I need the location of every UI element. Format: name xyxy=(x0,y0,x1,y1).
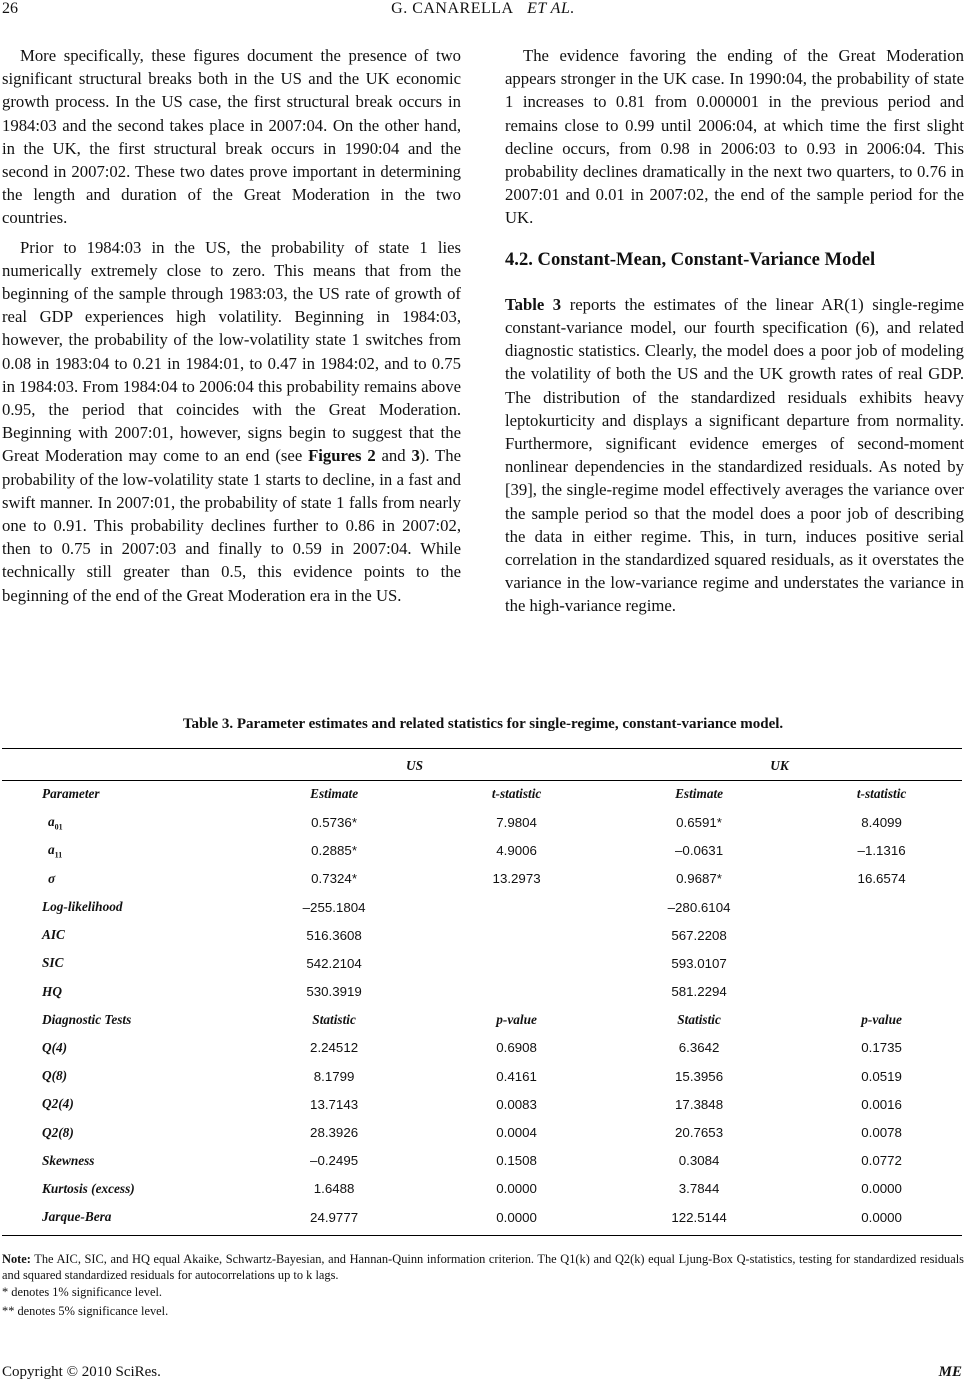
empty-cell xyxy=(436,893,597,921)
parameter-row xyxy=(2,865,962,893)
right-paragraph-2 xyxy=(505,293,964,618)
row-label: Log-likelihood xyxy=(42,899,123,915)
copyright: Copyright © 2010 SciRes. xyxy=(2,1364,161,1380)
parameter-symbol xyxy=(2,808,232,836)
parameter-header-row xyxy=(2,780,962,808)
diagnostic-row xyxy=(2,1175,962,1203)
table-3-ref: Table 3 xyxy=(505,294,562,314)
left-paragraph-2-and: and xyxy=(375,446,412,466)
results-table-body xyxy=(2,752,962,1231)
table-cell: 17.3848 xyxy=(675,1096,724,1112)
table-cell: 6.3642 xyxy=(678,1040,720,1056)
table-cell: 3.7844 xyxy=(678,1181,720,1197)
table-cell: 567.2208 xyxy=(671,927,727,943)
table-cell: 8.1799 xyxy=(313,1068,355,1084)
table-cell: –255.1804 xyxy=(302,899,366,915)
row-label: Q2(4) xyxy=(42,1096,74,1112)
running-header xyxy=(0,0,966,18)
table-cell: 581.2294 xyxy=(671,984,727,1000)
diagnostic-row xyxy=(2,1203,962,1231)
table-cell: 16.6574 xyxy=(857,871,906,887)
table-cell: 0.0004 xyxy=(496,1125,537,1141)
table-cell: 0.0000 xyxy=(861,1209,902,1225)
row-label: AIC xyxy=(42,927,65,943)
table-cell: –0.2495 xyxy=(310,1153,359,1169)
journal-abbrev: ME xyxy=(938,1364,962,1380)
table-top-rule xyxy=(2,748,962,749)
table-cell: 0.7324* xyxy=(311,871,358,887)
column-header: Diagnostic Tests xyxy=(42,1011,132,1027)
row-label: Q(8) xyxy=(42,1068,68,1084)
table-cell: 15.3956 xyxy=(675,1068,724,1084)
table-caption: Table 3. Parameter estimates and related statistics for single-regime, constant-variance model. xyxy=(182,716,784,732)
table-cell: 593.0107 xyxy=(671,955,727,971)
right-paragraph-1: The evidence favoring the ending of the Great Moderation appears stronger in the UK case. In 1990:04, the probability of state 1 increases to 0.81 from 0.000001 in the previous period and remains close to 0.99 until 2006:04, at which time the first slight decline occurs, from 0.98 in 2006:03 to 0.93 in 2006:04. This probability declines dramatically in the next two quarters, to 0.76 in 2007:01 and 0.01 in 2007:02, the end of the sample period for the UK. xyxy=(505,46,964,228)
table-cell: 516.3608 xyxy=(306,927,362,943)
table-cell: 13.7143 xyxy=(310,1096,359,1112)
row-label: Jarque-Bera xyxy=(42,1209,112,1225)
left-paragraph-2-text-b: ). The probability of the low-volatility state 1 starts to decline, in a fast and swift manner. In 2007:01, the probability of state 1 falls from nearly one to 0.91. This probability declines further to 0.86 in 2007:02, then to 0.75 in 2007:03 and finally to 0.59 in 2007:04. While technically still greater than 0.5, this evidence points to the beginning of the end of the Great Moderation era in the US. xyxy=(2,446,461,605)
column-header: p-value xyxy=(861,1011,902,1027)
table-cell: 0.6591* xyxy=(676,814,722,830)
parameter-symbol-main: σ xyxy=(48,870,56,886)
table-cell: 542.2104 xyxy=(306,955,362,971)
table-cell: 13.2973 xyxy=(492,871,541,887)
empty-cell xyxy=(801,893,962,921)
table-cell: 20.7653 xyxy=(675,1125,724,1141)
table-cell: 0.2885* xyxy=(311,843,358,859)
note-label: Note: xyxy=(2,1252,31,1266)
left-paragraph-2-text-a: Prior to 1984:03 in the US, the probability of state 1 lies numerically extremely close to zero. This means that from the beginning of the sample through 1983:03, the US rate of growth of real GDP experiences high volatility. Beginning in 1984:03, however, the probability of the low-volatility state 1 switches from 0.08 in 1983:04 to 0.21 in 1984:01, to 0.47 in 1984:02, and to 0.75 in 1984:03. From 1984:04 to 2006:04 this probability remains above 0.95, the period that coincides with the Great Moderation. Beginning with 2007:01, however, signs begin to suggest that the Great Moderation may come to an end (see xyxy=(2,237,461,466)
parameter-subscript: 11 xyxy=(54,850,63,860)
table-cell: –280.6104 xyxy=(667,899,731,915)
table-cell: 0.5736* xyxy=(311,814,358,830)
left-paragraph-1: More specifically, these figures document the presence of two significant structural breaks both in the US and the UK economic growth process. In the US case, the first structural break occurs in 1984:03 and the second takes place in 2007:04. On the other hand, in the UK, the first structural break occurs in 1990:04 and the second in 2007:02. These two dates prove important in determining the length and duration of the Great Moderation in the two countries. xyxy=(2,46,461,228)
table-cell: 7.9804 xyxy=(496,814,537,830)
empty-cell xyxy=(436,921,597,949)
info-criterion-row xyxy=(2,893,962,921)
table-cell: 0.1735 xyxy=(861,1040,902,1056)
diagnostic-row xyxy=(2,1147,962,1175)
left-column xyxy=(2,44,461,613)
column-header: Estimate xyxy=(675,786,724,802)
table-cell: 28.3926 xyxy=(310,1125,359,1141)
column-header: Statistic xyxy=(312,1011,356,1027)
figures-2-ref: Figures 2 xyxy=(308,446,376,466)
info-criterion-row xyxy=(2,978,962,1006)
diagnostic-row xyxy=(2,1062,962,1090)
table-cell: –0.0631 xyxy=(675,843,724,859)
column-header: Statistic xyxy=(677,1011,721,1027)
header-author: G. CANARELLA xyxy=(391,0,514,17)
table-bottom-rule xyxy=(2,1235,962,1236)
table-cell: 0.4161 xyxy=(496,1068,537,1084)
info-criterion-row xyxy=(2,949,962,977)
table-note xyxy=(2,1251,964,1283)
empty-cell xyxy=(436,949,597,977)
parameter-symbol xyxy=(2,865,232,893)
table-cell: 530.3919 xyxy=(306,984,362,1000)
empty-cell xyxy=(801,949,962,977)
empty-cell xyxy=(436,978,597,1006)
table-cell: 2.24512 xyxy=(310,1040,359,1056)
note-star1: * denotes 1% significance level. xyxy=(2,1285,162,1299)
group-us: US xyxy=(405,758,423,774)
table-cell: 0.0000 xyxy=(496,1181,537,1197)
parameter-symbol-main: a xyxy=(48,813,55,829)
row-label: Q2(8) xyxy=(42,1124,74,1140)
table-cell: 8.4099 xyxy=(861,814,902,830)
column-header: p-value xyxy=(496,1011,537,1027)
parameter-row xyxy=(2,837,962,865)
diagnostic-header-row xyxy=(2,1006,962,1034)
row-label: Kurtosis (excess) xyxy=(42,1180,135,1196)
page-number: 26 xyxy=(2,0,18,17)
table-cell: 0.0772 xyxy=(861,1153,902,1169)
empty-cell xyxy=(2,752,232,780)
row-label: Skewness xyxy=(42,1152,95,1168)
row-label: HQ xyxy=(42,983,62,999)
section-heading: 4.2. Constant-Mean, Constant-Variance Model xyxy=(505,248,876,270)
table-cell: 122.5144 xyxy=(671,1209,727,1225)
table-cell: 0.0016 xyxy=(861,1096,902,1112)
diagnostic-row xyxy=(2,1118,962,1146)
table-cell: 1.6488 xyxy=(313,1181,355,1197)
note-text: The AIC, SIC, and HQ equal Akaike, Schwartz-Bayesian, and Hannan-Quinn information criterion. The Q1(k) and Q2(k) equal Ljung-Box Q-statistics, testing for standardized residuals and squared standardized residuals for autocorrelations up to k lags. xyxy=(2,1252,964,1282)
column-header: Estimate xyxy=(310,786,359,802)
empty-cell xyxy=(801,921,962,949)
empty-cell xyxy=(801,978,962,1006)
group-uk: UK xyxy=(770,758,789,774)
table-cell: 0.3084 xyxy=(678,1153,720,1169)
diagnostic-row xyxy=(2,1090,962,1118)
table-cell: –1.1316 xyxy=(857,843,906,859)
right-column xyxy=(505,44,964,624)
right-paragraph-2-text: reports the estimates of the linear AR(1) single-regime constant-variance model, our fourth specification (6), and related diagnostic statistics. Clearly, the model does a poor job of modeling the volatility of both the US and the UK growth rates of real GDP. The distribution of the standardized residuals exhibits heavy leptokurticity and displays a significant departure from normality. Furthermore, significant evidence emerges of second-moment nonlinear dependencies in the standardized residuals. As noted by [39], the single-regime model effectively averages the variance over the sample period so that the model does a poor job of describing the data in either regime. This, in turn, induces positive serial correlation in the standardized squared residuals, as it overstates the variance in the low-variance regime and understates the variance in the high-variance regime. xyxy=(505,294,964,616)
table-cell: 0.0078 xyxy=(861,1125,902,1141)
country-header-row xyxy=(2,752,962,780)
column-header: t-statistic xyxy=(856,786,907,802)
figure-3-ref: 3 xyxy=(411,446,420,466)
table-cell: 0.0083 xyxy=(496,1096,537,1112)
table-cell: 4.9006 xyxy=(496,843,537,859)
table-cell: 0.9687* xyxy=(676,871,722,887)
results-table xyxy=(2,752,962,1231)
table-cell: 24.9777 xyxy=(310,1209,359,1225)
column-header: t-statistic xyxy=(491,786,542,802)
diagnostic-row xyxy=(2,1034,962,1062)
parameter-subscript: 01 xyxy=(54,822,63,832)
table-cell: 0.0000 xyxy=(496,1209,537,1225)
note-star2: ** denotes 5% significance level. xyxy=(2,1304,169,1318)
row-label: SIC xyxy=(42,955,64,971)
table-cell: 0.6908 xyxy=(496,1040,537,1056)
parameter-symbol-main: a xyxy=(48,841,55,857)
parameter-row xyxy=(2,808,962,836)
table-cell: 0.0519 xyxy=(861,1068,902,1084)
row-label: Q(4) xyxy=(42,1039,68,1055)
info-criterion-row xyxy=(2,921,962,949)
left-paragraph-2 xyxy=(2,236,461,607)
header-et-al: ET AL. xyxy=(527,0,575,17)
table-cell: 0.1508 xyxy=(496,1153,537,1169)
table-cell: 0.0000 xyxy=(861,1181,902,1197)
column-header: Parameter xyxy=(42,786,100,802)
parameter-symbol xyxy=(2,837,232,865)
